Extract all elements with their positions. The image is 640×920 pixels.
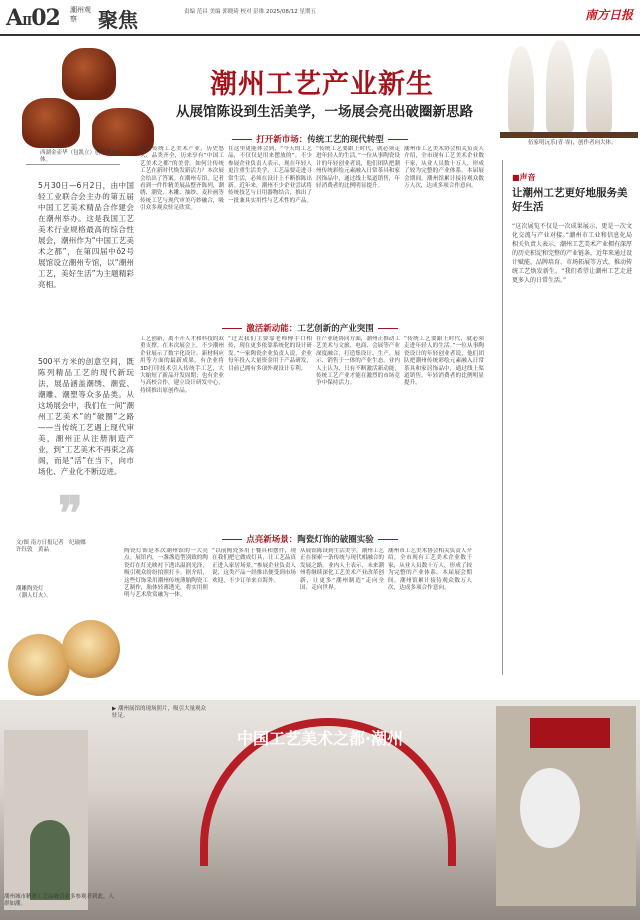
page-number: AⅡ02 bbox=[6, 5, 60, 31]
section-title: 聚焦 bbox=[98, 8, 138, 32]
body-column: 潮州市工艺美术协会相关负责人介绍，全市现有工艺美术企业数千家，从业人员数十万人，形成了较为完整的产业体系。本届展会期间，潮州馆累计接待观众数万人次，达成多项合作意向。 bbox=[404, 146, 484, 190]
article-title: 潮州工艺产业新生 bbox=[210, 69, 434, 100]
lead-paragraph-2: 500平方米的创意空间，既陈列精品工艺的现代新玩法，展品涵盖潮绣、潮瓷、潮雕、潮塑等众多品类。从这场展会中，我们在一间“潮州工艺美术”的“破圈”之路——当传统工艺遇上现代审美，潮州正从注册制造产业，到“工艺美术不再束之高阁，而是“活”在当下，向市场化、产业化不断迈进。 bbox=[38, 357, 134, 476]
quote-mark: ❞ bbox=[58, 486, 83, 540]
sidebar-title: 让潮州工艺更好地服务美好生活 bbox=[512, 187, 628, 213]
expo-banner: 中国工艺美术之都·潮州 bbox=[236, 729, 404, 748]
body-column: 潮州市工艺美术协会相关负责人介绍，全市现有工艺美术企业数千家，从业人员数十万人，形成了较为完整的产业体系。本届展会期间，潮州馆累计接待观众数万人次，达成多项合作意向。 bbox=[388, 548, 472, 592]
lamp-caption: 潮雕陶瓷灯 （潮人灯火）。 bbox=[16, 586, 52, 599]
body-column: 在这里更能体会到，“今天的工艺品，不仅仅是用来摆放的”。不少参展企业负责人表示，现在年轻人更注重生活美学，工艺品要走进寻常生活，必须在设计上不断推陈出新。近年来，潮州不少企业尝试将传统技艺与日用器物结合，推出了一批兼具实用性与艺术性的产品。 bbox=[228, 146, 312, 204]
body-column: 潮州传统工艺美术产业，历史悠久、品类齐全，历来享有“中国工艺美术之都”的美誉。如何让传统工艺在新时代焕发新活力？本次展会给出了答案。在潮州专馆，记者看到一件件精美展品整齐陈列，潮绣、潮瓷、木雕、抽纱、麦秆画等传统工艺与现代审美巧妙融合，吸引众多观众驻足欣赏。 bbox=[140, 146, 224, 212]
section-header-2: 激活新动能：工艺创新的产业突围 bbox=[140, 322, 480, 334]
byline: 文/图 南方日报记者 纪瑜娜 许钰敦 黄晶 bbox=[16, 540, 86, 553]
expo-caption-2: 潮州城市精彩工艺品吸引众多参观者到此，人群如潮。 bbox=[4, 894, 115, 907]
divider bbox=[26, 164, 120, 165]
page-header bbox=[0, 0, 640, 36]
figurine-caption: 伍家明沅乐(青·霏)，创作者向大体。 bbox=[528, 140, 617, 146]
ceramic-lamp-photo bbox=[8, 620, 120, 710]
body-column: 在产业链协同方面，潮州正推动工艺美术与文旅、电商、会展等产业深度融合，打造集设计、生产、展示、销售于一体的产业生态。业内人士认为，只有不断激活新动能，传统工艺产业才能在激烈的市场竞争中保持活力。 bbox=[316, 336, 400, 387]
sidebar-divider bbox=[502, 160, 503, 675]
article-subtitle: 从展馆陈设到生活美学，一场展会亮出破圈新思路 bbox=[176, 104, 473, 120]
body-column: 工艺创新，离不开人才和科技的双重支撑。在本次展会上，不少潮州企业展示了数字化设计、新材料应用等方面的最新成果。有企业将3D打印技术引入传统手工艺，大大缩短了新品开发周期；也有企业与高校合作，建立设计研发中心，持续推出原创作品。 bbox=[140, 336, 224, 394]
expo-caption: ▶ 潮州展馆的现场照片，吸引大量观众驻足。 bbox=[112, 706, 206, 719]
body-column: “传统工艺要跟上时代，就必须走进年轻人的生活。”一位从事陶瓷设计的年轻创业者说，他们团队把潮州传统彩绘元素融入日常茶具和家居饰品中，通过线上渠道销售，年轻消费者的比例明显提升。 bbox=[316, 146, 400, 190]
body-column: 从展馆陈设到生活美学，潮州工艺正在探索一条传统与现代相融合的发展之路。业内人士表示，未来潮州将继续深化工艺美术产业改革创新，让更多“潮州制造”走向全国、走向世界。 bbox=[300, 548, 384, 592]
section-header-3: 点亮新场景：陶瓷灯饰的破圈实验 bbox=[140, 533, 480, 545]
section-header-1: 打开新市场：传统工艺的现代转型 bbox=[140, 133, 500, 145]
editor-meta: 责编 范昌 美编 郭晓琦 校对 彭维 2025/08/12 星期五 bbox=[184, 9, 316, 15]
expo-photo bbox=[0, 700, 640, 920]
newspaper-logo: 南方日报 bbox=[585, 8, 634, 22]
clay-bag-photo bbox=[20, 42, 160, 162]
channel-label: 潮州观察 bbox=[70, 6, 91, 23]
lead-paragraph: 5月30日—6月2日，由中国轻工业联合会主办的第五届中国工艺美术精品合作建会在潮州举办。这是我国工艺美术行业规格最高的综合性展会，潮州作为“中国工艺美术之都”，在第四届中ǒ2号展馆设立潮州专馆，以“潮州工艺，美好生活”为主题精彩亮相。 bbox=[38, 181, 134, 289]
sidebar-body: “这次展览不仅是一次成果展示，更是一次文化交流与产业对接。”潮州市工业和信息化局相关负责人表示，潮州工艺美术产业拥有深厚的历史积淀和完整的产业链条，近年来通过设计赋能、品牌培育、市场拓展等方式，推动传统工艺焕发新生。“我们希望让潮州工艺走进更多人的日常生活。” bbox=[512, 223, 632, 284]
body-column: “以前陶瓷多用于餐具和摆件，现在我们把它做成灯具，让工艺品真正进入家居场景。”参展企业负责人说，这类产品一经推出便受到市场欢迎，不少订单来自海外。 bbox=[212, 548, 296, 584]
body-column: “过去我们主要靠老师傅手口相传，现在更多依靠系统化的设计研发。”一家陶瓷企业负责人说，企业每年投入大量资金用于产品研发，目前已拥有多项外观设计专利。 bbox=[228, 336, 312, 372]
sidebar-label: ■声音 bbox=[512, 173, 536, 182]
figurine-photo bbox=[500, 38, 638, 138]
bag-caption: 西湖金壶华（包凯立）创作者向大体。 bbox=[40, 150, 123, 163]
body-column: “传统工艺要跟上时代，就必须走进年轻人的生活。”一位从事陶瓷设计的年轻创业者说，他们团队把潮州传统彩绘元素融入日常茶具和家居饰品中，通过线上渠道销售，年轻消费者的比例明显提升。 bbox=[404, 336, 484, 387]
body-column: 陶瓷灯饰是本次潮州馆的一大亮点。展馆内，一盏盏造型别致的陶瓷灯在灯光映衬下透出温润光泽，吸引观众纷纷拍照打卡。据介绍，这些灯饰采用潮州传统薄胎陶瓷工艺制作，胎体轻薄透光，将实用照明与艺术欣赏融为一体。 bbox=[124, 548, 208, 599]
